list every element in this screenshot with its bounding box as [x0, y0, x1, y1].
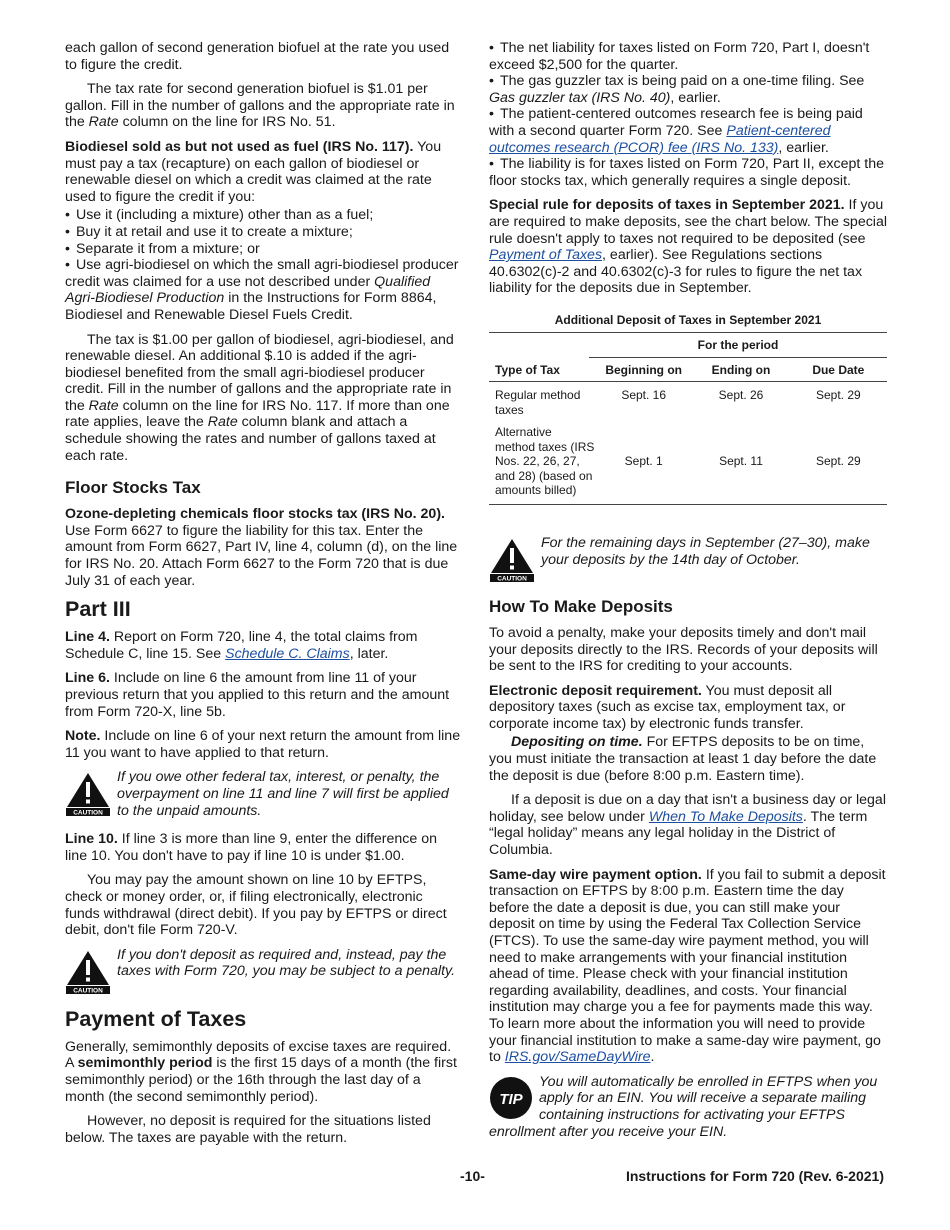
paragraph: each gallon of second generation biofuel at the rate you used to figure the credit.: [65, 40, 450, 73]
list-item: • The gas guzzler tax is being paid on a one-time filing. See Gas guzzler tax (IRS No. 40), earlier.: [489, 73, 887, 106]
section-heading: Part III: [65, 597, 131, 622]
run-in-heading: Special rule for deposits of taxes in September 2021.: [489, 197, 845, 214]
run-in-heading: Biodiesel sold as but not used as fuel (IRS No. 117).: [65, 138, 414, 155]
column-header: Type of Tax: [495, 362, 560, 377]
tip-note: [489, 1074, 887, 1140]
table-cell: Alternative method taxes (IRS Nos. 22, 26, 27, and 28) (based on amounts billed): [495, 425, 595, 498]
table-cell: Sept. 26: [718, 388, 764, 403]
caution-text: For the remaining days in September (27–30), make your deposits by the 14th day of October.: [541, 534, 870, 568]
caution-icon: [65, 771, 111, 817]
paragraph: The tax rate for second generation biofuel is $1.01 per gallon. Fill in the number of gallons and the appropriate rate in the Rate column on the line for IRS No. 51.: [65, 81, 455, 131]
left-column: [65, 40, 461, 1154]
list-item: • Separate it from a mixture; or: [65, 241, 461, 258]
paragraph: Ozone-depleting chemicals floor stocks tax (IRS No. 20). Use Form 6627 to figure the liability for this tax. Enter the amount from Form 6627, Part IV, line 4, column (d), on the line for IRS No. 20. Attach Form 6627 to the Form 720 that is due July 31 of each year.: [65, 506, 458, 589]
svg-text:CAUTION: CAUTION: [497, 575, 527, 583]
table-cell: Regular method taxes: [495, 388, 581, 417]
deposit-table: [489, 313, 887, 505]
column-header: Beginning on: [605, 362, 682, 377]
pcor-fee-link[interactable]: Patient-centered outcomes research (PCOR) fee (IRS No. 133): [489, 122, 831, 156]
list-item: • Use it (including a mixture) other than as a fuel;: [65, 207, 461, 224]
paragraph: However, no deposit is required for the situations listed below. The taxes are payable with the return.: [65, 1113, 431, 1146]
table-cell: Sept. 16: [621, 388, 667, 403]
caution-note: [65, 947, 461, 995]
run-in-heading: Same-day wire payment option.: [489, 866, 702, 883]
table-cell: Sept. 29: [815, 454, 861, 469]
table-header-row: [489, 358, 887, 383]
list-item: • The net liability for taxes listed on Form 720, Part I, doesn't exceed $2,500 for the quarter.: [489, 40, 887, 73]
list-item: • Use agri-biodiesel on which the small agri-biodiesel producer credit was claimed for a use not described under Qualified Agri-Biodiesel Production in the Instructions for Form 8864, Biodiesel and Renewable Diesel Fuels Credit.: [65, 257, 461, 323]
page-number: -10-: [460, 1168, 485, 1184]
caution-note: [489, 535, 887, 583]
caution-text: If you owe other federal tax, interest, or penalty, the overpayment on line 11 and line 7 will first be applied to the unpaid amounts.: [117, 769, 449, 819]
table-group-header: For the period: [589, 333, 887, 358]
schedule-c-link[interactable]: Schedule C. Claims: [225, 645, 350, 662]
svg-text:CAUTION: CAUTION: [73, 987, 103, 995]
paragraph: Line 4. Report on Form 720, line 4, the total claims from Schedule C, line 15. See Schedule C. Claims, later.: [65, 629, 418, 662]
paragraph: Line 10. If line 3 is more than line 9, enter the difference on line 10. You don't have to pay if line 10 is under $1.00.: [65, 831, 437, 864]
caution-text: If you don't deposit as required and, instead, pay the taxes with Form 720, you may be subject to a penalty.: [117, 946, 456, 980]
paragraph: Note. Include on line 6 of your next return the amount from line 11 you want to have applied to that return.: [65, 728, 461, 761]
paragraph: The tax is $1.00 per gallon of biodiesel, agri-biodiesel, and renewable diesel. An additional $.10 is added if the agri-biodiesel benefited from the small agri-biodiesel producer credit. Fill in the number of gallons and the appropriate rate in the Rate column on the line for IRS No. 117. If more than one rate applies, leave the Rate column blank and attach a schedule showing the rates and number of gallons taxed at each rate.: [65, 331, 454, 464]
section-heading: How To Make Deposits: [489, 596, 673, 616]
paragraph: If a deposit is due on a day that isn't a business day or legal holiday, see below under When To Make Deposits. The term “legal holiday” means any legal holiday in the District of Columbia.: [489, 792, 886, 859]
list-item: • The liability is for taxes listed on Form 720, Part II, except the floor stocks tax, which generally requires a single deposit.: [489, 156, 887, 189]
paragraph: Depositing on time. For EFTPS deposits to be on time, you must initiate the transaction at least 1 day before the date the deposit is due (before 8:00 p.m. Eastern time).: [489, 734, 877, 784]
list-item: • The patient-centered outcomes research fee is being paid with a second quarter Form 720. See Patient-centered outcomes research (PCOR) fee (IRS No. 133), earlier.: [489, 106, 887, 156]
bullet-list: [489, 40, 887, 189]
paragraph: Electronic deposit requirement. You must deposit all depository taxes (such as excise tax, employment tax, or corporate income tax) by electronic funds transfer.: [489, 682, 846, 732]
when-to-make-deposits-link[interactable]: When To Make Deposits: [648, 808, 803, 825]
table-cell: Sept. 29: [815, 388, 861, 403]
paragraph: Line 6. Include on line 6 the amount from line 11 of your previous return that you applied to this return and the amount from Form 720-X, line 5b.: [65, 670, 450, 720]
caution-icon: [65, 949, 111, 995]
table-title: Additional Deposit of Taxes in September 2021: [489, 313, 887, 334]
footer-title: Instructions for Form 720 (Rev. 6-2021): [625, 1168, 884, 1184]
table-row: [489, 382, 887, 419]
paragraph: Same-day wire payment option. If you fail to submit a deposit transaction on EFTPS by 8:00 p.m. Eastern time the day before the date a deposit is due, you can still make your deposit on time by using the Federal Tax Collection Service (FTCS). To use the same-day wire payment method, you will need to make arrangements with your financial institution ahead of time. Please check with your financial institution regarding availability, deadlines, and costs. Your financial institution may charge you a fee for payments made this way. To learn more about the information you will need to provide your financial institution to make a same-day wire payment, go to IRS.gov/SameDayWire.: [489, 866, 886, 1066]
paragraph: You may pay the amount shown on line 10 by EFTPS, check or money order, or, if filing electronically, electronic funds withdrawal (direct debit). If you pay by EFTPS or direct debit, don't file Form 720-V.: [65, 872, 447, 939]
paragraph: Generally, semimonthly deposits of excise taxes are required. A semimonthly period is the first 15 days of a month (the first semimonthly period) or the 16th through the last day of a month (the second semimonthly period).: [65, 1038, 457, 1105]
column-header: Ending on: [711, 362, 771, 377]
section-heading: Payment of Taxes: [65, 1006, 247, 1031]
table-cell: Sept. 1: [624, 454, 663, 469]
table-row: [489, 419, 887, 500]
tip-text: You will automatically be enrolled in EFTPS when you apply for an EIN. You will receive a separate mailing containing instructions for activating your EFTPS enrollment after you receive your EIN.: [489, 1073, 878, 1140]
right-column: [489, 40, 887, 1148]
caution-note: [65, 769, 461, 819]
svg-text:TIP: TIP: [499, 1090, 523, 1108]
paragraph: Special rule for deposits of taxes in September 2021. If you are required to make deposits, see the chart below. The special rule doesn't apply to taxes not required to be deposited (see Payment of Taxes, earlier). See Regulations sections 40.6302(c)-2 and 40.6302(c)-3 for rules to figure the net tax liability for the deposits due in September.: [489, 197, 888, 297]
bullet-list: [65, 207, 461, 323]
svg-text:CAUTION: CAUTION: [73, 809, 103, 817]
paragraph: To avoid a penalty, make your deposits timely and don't mail your deposits directly to the IRS. Records of your deposits will be sent to the IRS for crediting to your accounts.: [489, 624, 878, 675]
tip-icon: [489, 1076, 533, 1120]
payment-of-taxes-link[interactable]: Payment of Taxes: [489, 247, 603, 264]
list-item: • Buy it at retail and use it to create a mixture;: [65, 224, 461, 241]
section-heading: Floor Stocks Tax: [65, 478, 201, 498]
paragraph: Biodiesel sold as but not used as fuel (IRS No. 117). You must pay a tax (recapture) on each gallon of biodiesel or renewable diesel on which a credit was claimed at the rate used to figure the credit if you:: [65, 138, 442, 205]
run-in-heading: Ozone-depleting chemicals floor stocks tax (IRS No. 20).: [65, 506, 445, 523]
table-rule: [489, 504, 887, 505]
run-in-heading: Electronic deposit requirement.: [489, 682, 702, 699]
table-cell: Sept. 11: [719, 454, 763, 469]
column-header: Due Date: [812, 362, 865, 377]
sameday-wire-link[interactable]: IRS.gov/SameDayWire: [504, 1049, 651, 1066]
caution-icon: [489, 537, 535, 583]
